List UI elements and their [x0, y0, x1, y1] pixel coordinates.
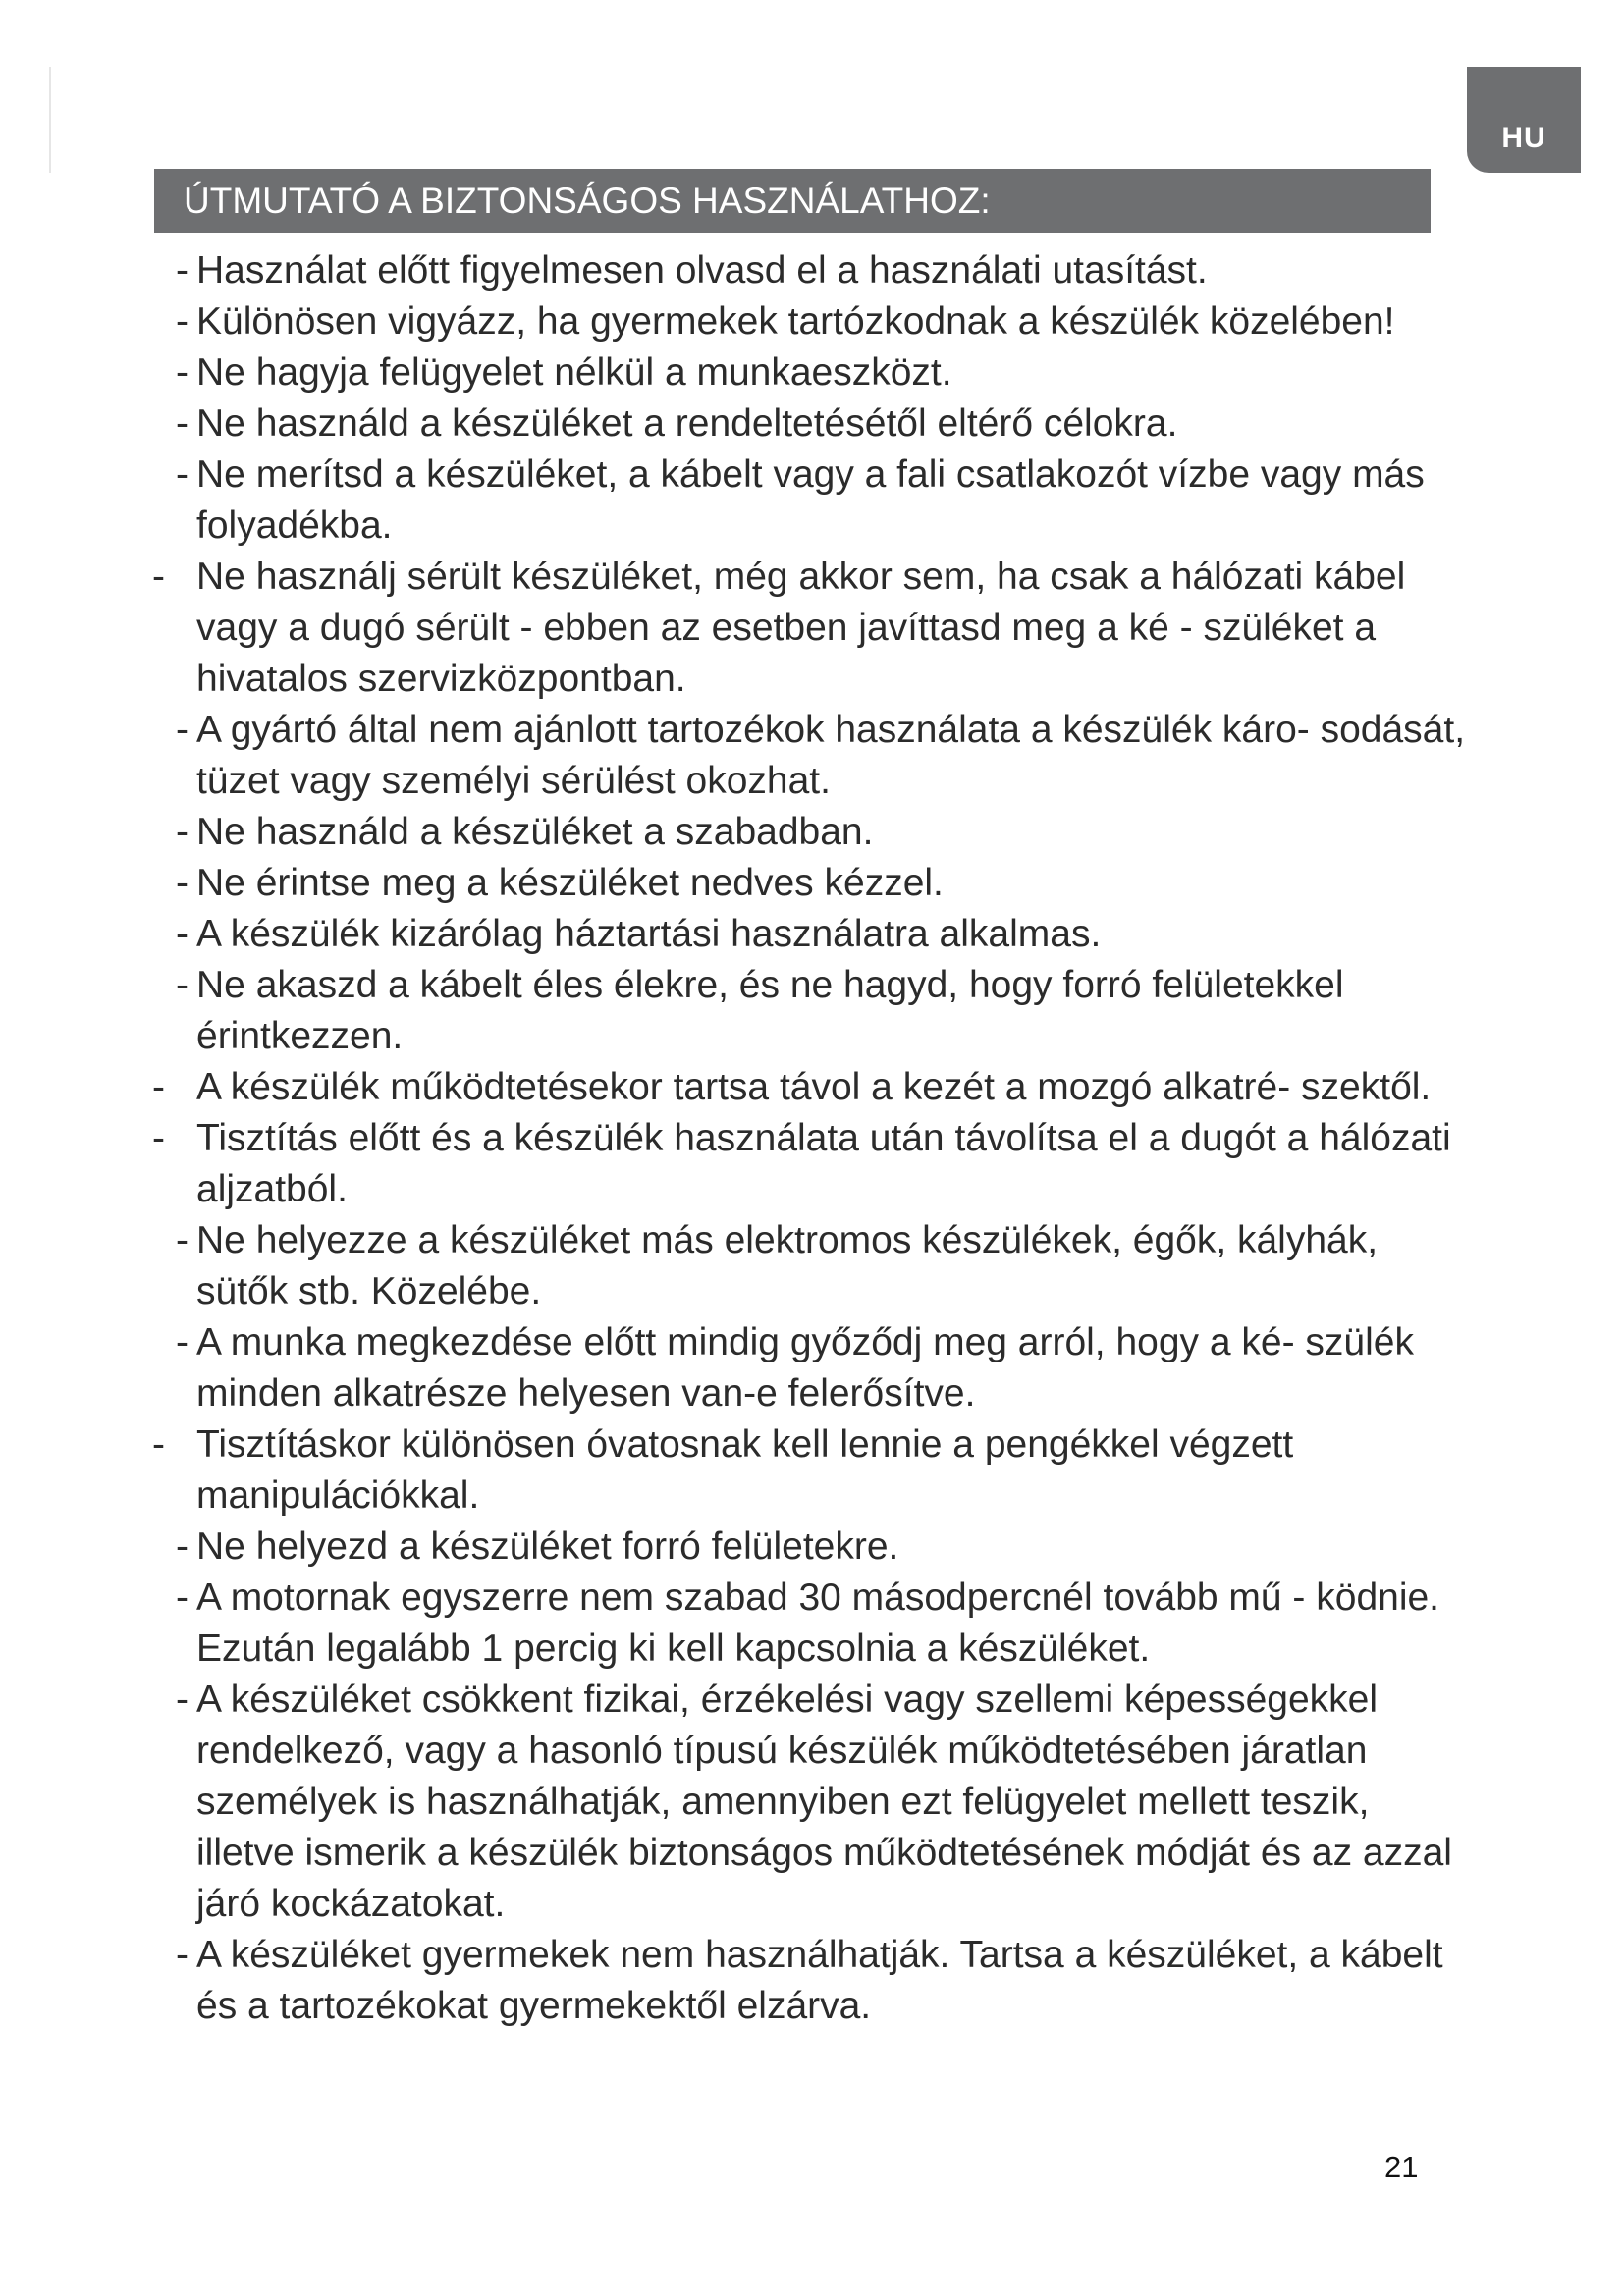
- list-item: [0, 347, 1624, 399]
- margin-line: [49, 67, 51, 173]
- list-dash: -: [176, 964, 189, 1006]
- list-item-text: Ne használd a készüléket a szabadban.: [196, 811, 874, 853]
- list-item-text: Ne használj sérült készüléket, még akkor sem, ha csak a hálózati kábel vagy a dugó sérült - ebben az esetben javíttasd meg a ké - szüléket a hivatalos szervizközpontban.: [196, 556, 1406, 700]
- list-item-text: Ne merítsd a készüléket, a kábelt vagy a fali csatlakozót vízbe vagy más folyadékba.: [196, 454, 1425, 547]
- list-dash: -: [176, 1321, 189, 1363]
- list-item: [0, 1062, 1624, 1113]
- list-item-text: Ne helyezd a készüléket forró felületekre.: [196, 1525, 899, 1568]
- list-item-text: A munka megkezdése előtt mindig győződj meg arról, hogy a ké- szülék minden alkatrésze helyesen van-e felerősítve.: [196, 1321, 1414, 1415]
- list-item: [0, 1522, 1624, 1573]
- list-dash: -: [176, 1576, 189, 1619]
- list-item-text: Használat előtt figyelmesen olvasd el a használati utasítást.: [196, 249, 1208, 292]
- list-dash: -: [152, 556, 165, 598]
- list-item-text: Ne használd a készüléket a rendeltetésétől eltérő célokra.: [196, 402, 1178, 445]
- list-dash: -: [176, 454, 189, 496]
- list-item-text: A készülék működtetésekor tartsa távol a kezét a mozgó alkatré- szektől.: [196, 1066, 1432, 1108]
- list-item-text: A készüléket gyermekek nem használhatják. Tartsa a készüléket, a kábelt és a tartozékokat gyermekektől elzárva.: [196, 1934, 1443, 2027]
- list-item-text: Ne helyezze a készüléket más elektromos készülékek, égők, kályhák, sütők stb. Közelébe.: [196, 1219, 1379, 1312]
- list-item: [0, 858, 1624, 909]
- list-dash: -: [176, 351, 189, 394]
- list-item: [0, 296, 1624, 347]
- list-item-text: A készülék kizárólag háztartási használatra alkalmas.: [196, 913, 1102, 955]
- list-item-text: Ne akaszd a kábelt éles élekre, és ne hagyd, hogy forró felületekkel érintkezzen.: [196, 964, 1344, 1057]
- list-item: [0, 1930, 1624, 2032]
- list-dash: -: [176, 1679, 189, 1721]
- list-item: [0, 399, 1624, 450]
- list-item: [0, 245, 1624, 296]
- list-item-text: Különösen vigyázz, ha gyermekek tartózkodnak a készülék közelében!: [196, 300, 1395, 343]
- list-dash: -: [176, 862, 189, 904]
- list-item-text: Tisztítás előtt és a készülék használata után távolítsa el a dugót a hálózati aljzatból.: [196, 1117, 1451, 1210]
- list-item: [0, 1215, 1624, 1317]
- list-item: [0, 1419, 1624, 1522]
- list-item-text: A motornak egyszerre nem szabad 30 másodpercnél tovább mű - ködnie. Ezután legalább 1 percig ki kell kapcsolnia a készüléket.: [196, 1576, 1440, 1670]
- list-dash: -: [176, 249, 189, 292]
- list-dash: -: [176, 1934, 189, 1976]
- safety-rules-list: [0, 245, 1624, 2032]
- language-code: HU: [1501, 122, 1546, 154]
- list-item: [0, 1113, 1624, 1215]
- section-title: ÚTMUTATÓ A BIZTONSÁGOS HASZNÁLATHOZ:: [184, 181, 991, 221]
- section-header: [154, 169, 1431, 233]
- list-item: [0, 1573, 1624, 1675]
- list-item-text: A gyártó által nem ajánlott tartozékok használata a készülék káro- sodását, tüzet vagy személyi sérülést okozhat.: [196, 709, 1466, 802]
- list-dash: -: [176, 811, 189, 853]
- list-dash: -: [176, 709, 189, 751]
- list-item: [0, 1317, 1624, 1419]
- list-dash: -: [176, 913, 189, 955]
- list-item: [0, 1675, 1624, 1930]
- list-item: [0, 450, 1624, 552]
- list-item: [0, 705, 1624, 807]
- list-item-text: Tisztításkor különösen óvatosnak kell lennie a pengékkel végzett manipulációkkal.: [196, 1423, 1294, 1517]
- list-dash: -: [176, 300, 189, 343]
- list-dash: -: [152, 1423, 165, 1466]
- list-dash: -: [152, 1117, 165, 1159]
- list-dash: -: [152, 1066, 165, 1108]
- list-item-text: Ne érintse meg a készüléket nedves kézzel.: [196, 862, 944, 904]
- list-dash: -: [176, 1525, 189, 1568]
- list-item: [0, 552, 1624, 705]
- list-item-text: A készüléket csökkent fizikai, érzékelési vagy szellemi képességekkel rendelkező, vagy a hasonló típusú készülék működtetésében járatlan személyek is használhatják, amennyiben ezt felügyelet mellett teszik, illetve ismerik a készülék biztonságos működtetésének módját és az azzal járó kockázatokat.: [196, 1679, 1452, 1925]
- list-dash: -: [176, 1219, 189, 1261]
- list-item-text: Ne hagyja felügyelet nélkül a munkaeszközt.: [196, 351, 952, 394]
- page-number: 21: [1384, 2150, 1419, 2184]
- language-tab: [1467, 67, 1581, 173]
- list-item: [0, 909, 1624, 960]
- list-item: [0, 807, 1624, 858]
- list-dash: -: [176, 402, 189, 445]
- list-item: [0, 960, 1624, 1062]
